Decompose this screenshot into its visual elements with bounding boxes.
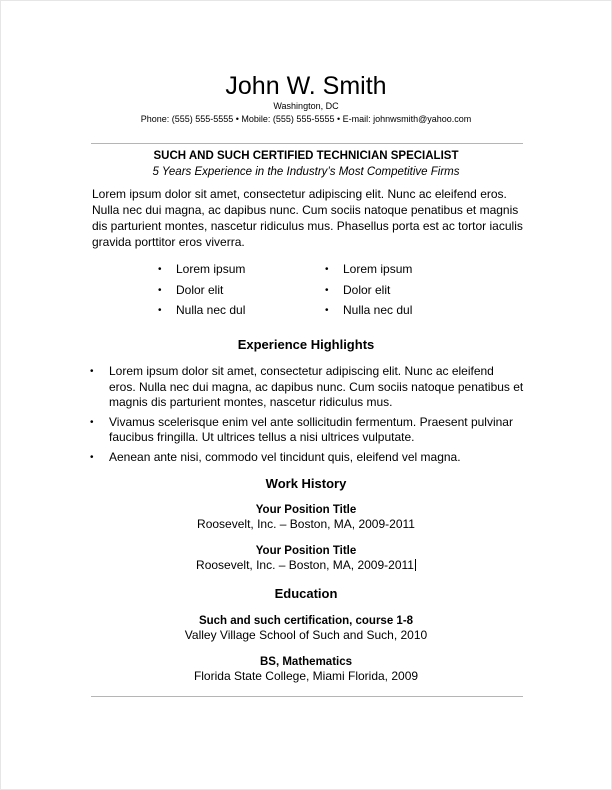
bullet-icon: •	[158, 305, 162, 316]
skill-label: Nulla nec dul	[176, 303, 246, 317]
summary-line: dis parturient montes, nascetur ridiculus mus. Phasellus porta est ac tortor iaculis	[92, 219, 523, 233]
skill-label: Lorem ipsum	[343, 262, 413, 276]
candidate-location: Washington, DC	[273, 101, 339, 111]
school-details: Florida State College, Miami Florida, 2009	[193, 669, 419, 683]
school-details: Valley Village School of Such and Such, 2010	[184, 628, 428, 642]
experience-line: Aenean ante nisi, commodo vel tincidunt quis, eleifend vel magna.	[109, 449, 461, 464]
skill-label: Nulla nec dul	[343, 303, 413, 317]
summary-paragraph	[92, 186, 532, 250]
bullet-icon: •	[325, 264, 329, 275]
summary-line: gravida porttitor eros viverra.	[92, 235, 245, 249]
bullet-icon: •	[325, 284, 329, 296]
bullet-icon: •	[90, 451, 94, 463]
work-history-heading: Work History	[265, 476, 347, 491]
skill-label: Dolor elit	[343, 282, 391, 297]
job-details-text: Roosevelt, Inc. – Boston, MA, 2009-2011	[196, 558, 414, 572]
text-cursor	[415, 559, 416, 571]
skill-label: Lorem ipsum	[176, 262, 246, 276]
summary-line: Lorem ipsum dolor sit amet, consectetur adipiscing elit. Nunc ac eleifend eros.	[92, 187, 507, 201]
degree-title: BS, Mathematics	[259, 656, 353, 668]
job-title: Your Position Title	[255, 545, 357, 557]
candidate-name: John W. Smith	[225, 72, 387, 100]
skill-label: Dolor elit	[176, 282, 224, 297]
experience-heading: Experience Highlights	[237, 337, 375, 352]
job-details: Roosevelt, Inc. – Boston, MA, 2009-2011	[197, 517, 415, 531]
experience-line: Lorem ipsum dolor sit amet, consectetur adipiscing elit. Nunc ac eleifend	[109, 364, 494, 378]
summary-line: Nulla nec dui magna, ac dapibus nunc. Cum sociis natoque penatibus et magnis	[92, 203, 519, 217]
education-heading: Education	[274, 586, 338, 601]
list-item	[90, 450, 530, 466]
bullet-icon: •	[90, 366, 94, 377]
list-item	[90, 415, 530, 446]
degree-title: Such and such certification, course 1-8	[198, 615, 414, 627]
bullet-icon: •	[158, 284, 162, 296]
bottom-divider	[91, 696, 523, 697]
bullet-icon: •	[90, 416, 94, 428]
list-item	[90, 364, 530, 411]
top-divider	[91, 143, 523, 144]
job-details[interactable]	[0, 558, 612, 572]
experience-line: Vivamus scelerisque enim vel ante sollicitudin fermentum. Praesent pulvinar	[109, 414, 513, 429]
experience-list	[90, 364, 530, 469]
experience-line: faucibus fringilla. Ut ultrices tellus a nisi ultrices vulputate.	[109, 430, 415, 444]
bullet-icon: •	[158, 264, 162, 275]
professional-title: SUCH AND SUCH CERTIFIED TECHNICIAN SPECIALIST	[153, 150, 459, 162]
experience-line: eros. Nulla nec dui magna, ac dapibus nunc. Cum sociis natoque penatibus et	[109, 379, 524, 394]
bullet-icon: •	[325, 305, 329, 316]
job-title: Your Position Title	[255, 504, 357, 516]
experience-line: magnis dis parturient montes, nascetur ridiculus mus.	[109, 395, 393, 409]
professional-subtitle: 5 Years Experience in the Industry’s Most Competitive Firms	[152, 166, 460, 178]
contact-line: Phone: (555) 555-5555 • Mobile: (555) 555-5555 • E-mail: johnwsmith@yahoo.com	[140, 114, 472, 124]
